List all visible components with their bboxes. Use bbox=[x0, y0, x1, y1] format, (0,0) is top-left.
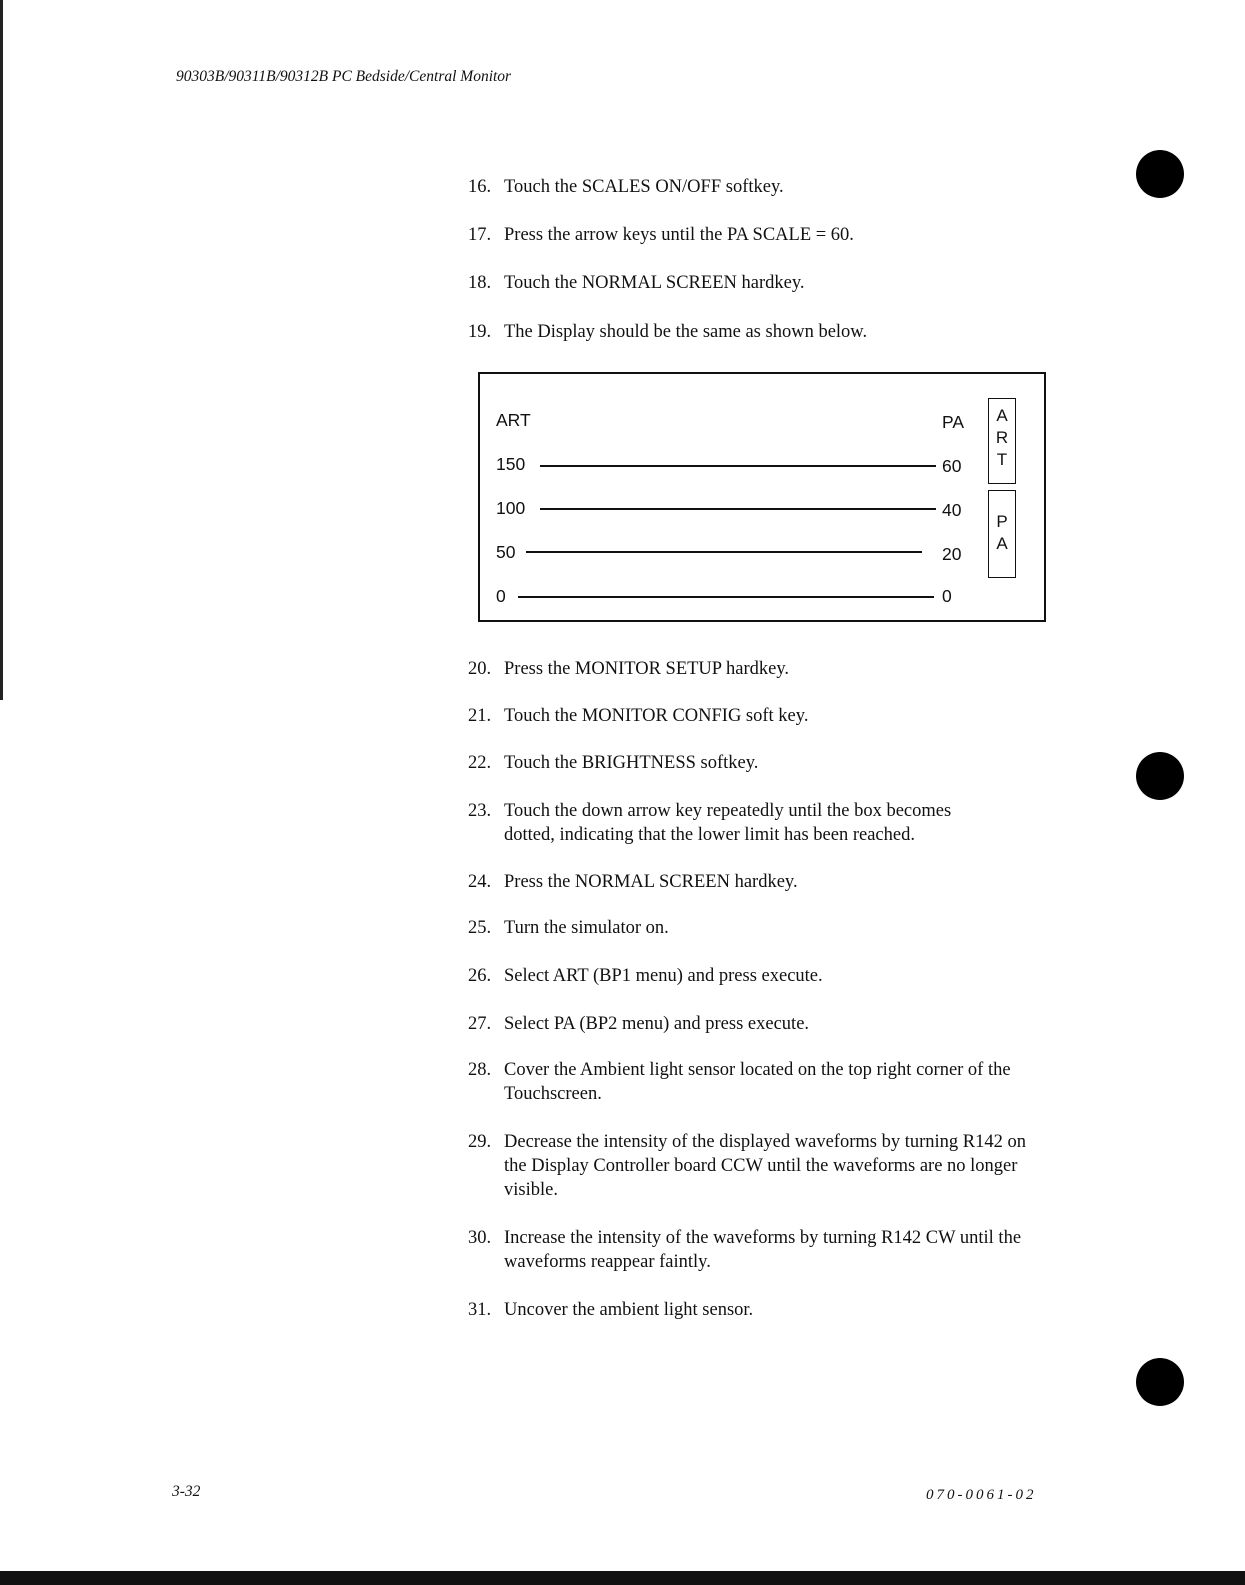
scale-line-top bbox=[540, 465, 936, 467]
step-text: Decrease the intensity of the displayed waveforms by turning R142 on the Display Controller board CCW until the waveforms are no longer visible. bbox=[504, 1132, 1026, 1200]
step-number: 20. bbox=[468, 659, 492, 679]
step-number: 31. bbox=[468, 1300, 492, 1320]
art-label: ART bbox=[496, 410, 531, 430]
step-text: Press the NORMAL SCREEN hardkey. bbox=[504, 872, 798, 892]
step-text: Uncover the ambient light sensor. bbox=[504, 1300, 754, 1320]
page-header: 90303B/90311B/90312B PC Bedside/Central Monitor bbox=[176, 68, 512, 85]
step-text: The Display should be the same as shown below. bbox=[504, 322, 868, 342]
step-text: Cover the Ambient light sensor located on the top right corner of the Touchscreen. bbox=[504, 1060, 1011, 1104]
binder-hole-bottom bbox=[1136, 1358, 1184, 1406]
binder-hole-top bbox=[1136, 150, 1184, 198]
scale-line-upper bbox=[540, 508, 936, 510]
step-number: 25. bbox=[468, 918, 492, 938]
step-number: 19. bbox=[468, 322, 492, 342]
pa-label: PA bbox=[942, 412, 965, 432]
step-number: 21. bbox=[468, 706, 492, 726]
pa-scale-60: 60 bbox=[942, 456, 962, 476]
pa-tab-letter: A bbox=[996, 534, 1008, 553]
scale-line-bottom bbox=[518, 596, 934, 598]
step-number: 18. bbox=[468, 273, 492, 293]
pa-channel-tab bbox=[988, 490, 1016, 578]
step-text: Select PA (BP2 menu) and press execute. bbox=[504, 1014, 810, 1034]
step-number: 26. bbox=[468, 966, 492, 986]
step-text: Touch the MONITOR CONFIG soft key. bbox=[504, 706, 809, 726]
step-text: Select ART (BP1 menu) and press execute. bbox=[504, 966, 823, 986]
art-scale-50: 50 bbox=[496, 542, 516, 562]
step-number: 28. bbox=[468, 1060, 492, 1080]
document-number: 070-0061-02 bbox=[926, 1487, 1037, 1503]
pa-scale-40: 40 bbox=[942, 500, 962, 520]
step-number: 16. bbox=[468, 177, 492, 197]
page-number: 3-32 bbox=[172, 1483, 201, 1500]
step-text: Touch the down arrow key repeatedly until the box becomes dotted, indicating that the lower limit has been reached. bbox=[504, 801, 952, 845]
step-text: Touch the SCALES ON/OFF softkey. bbox=[504, 177, 784, 197]
page-edge-bottom bbox=[0, 1571, 1245, 1585]
step-text: Touch the NORMAL SCREEN hardkey. bbox=[504, 273, 805, 293]
step-text: Touch the BRIGHTNESS softkey. bbox=[504, 753, 759, 773]
step-number: 30. bbox=[468, 1228, 492, 1248]
step-number: 24. bbox=[468, 872, 492, 892]
art-tab-letter: R bbox=[995, 428, 1009, 447]
step-text: Press the arrow keys until the PA SCALE = 60. bbox=[504, 225, 854, 245]
step-number: 27. bbox=[468, 1014, 492, 1034]
pa-tab-letter: P bbox=[996, 512, 1008, 531]
art-tab-letter: A bbox=[996, 406, 1008, 425]
step-number: 17. bbox=[468, 225, 492, 245]
page-edge-left bbox=[0, 0, 3, 700]
art-channel-tab bbox=[988, 398, 1016, 484]
art-scale-0: 0 bbox=[496, 586, 506, 606]
pa-scale-0: 0 bbox=[942, 586, 952, 606]
art-tab-letter: T bbox=[996, 450, 1008, 469]
art-scale-150: 150 bbox=[496, 454, 526, 474]
step-number: 29. bbox=[468, 1132, 492, 1152]
art-scale-100: 100 bbox=[496, 498, 526, 518]
step-text: Turn the simulator on. bbox=[504, 918, 669, 938]
pa-scale-20: 20 bbox=[942, 544, 962, 564]
step-number: 23. bbox=[468, 801, 492, 821]
binder-hole-middle bbox=[1136, 752, 1184, 800]
step-number: 22. bbox=[468, 753, 492, 773]
step-text: Increase the intensity of the waveforms by turning R142 CW until the waveforms reappear faintly. bbox=[504, 1228, 1022, 1272]
scale-line-lower bbox=[526, 551, 922, 553]
monitor-display-diagram bbox=[478, 372, 1046, 622]
step-text: Press the MONITOR SETUP hardkey. bbox=[504, 659, 790, 679]
